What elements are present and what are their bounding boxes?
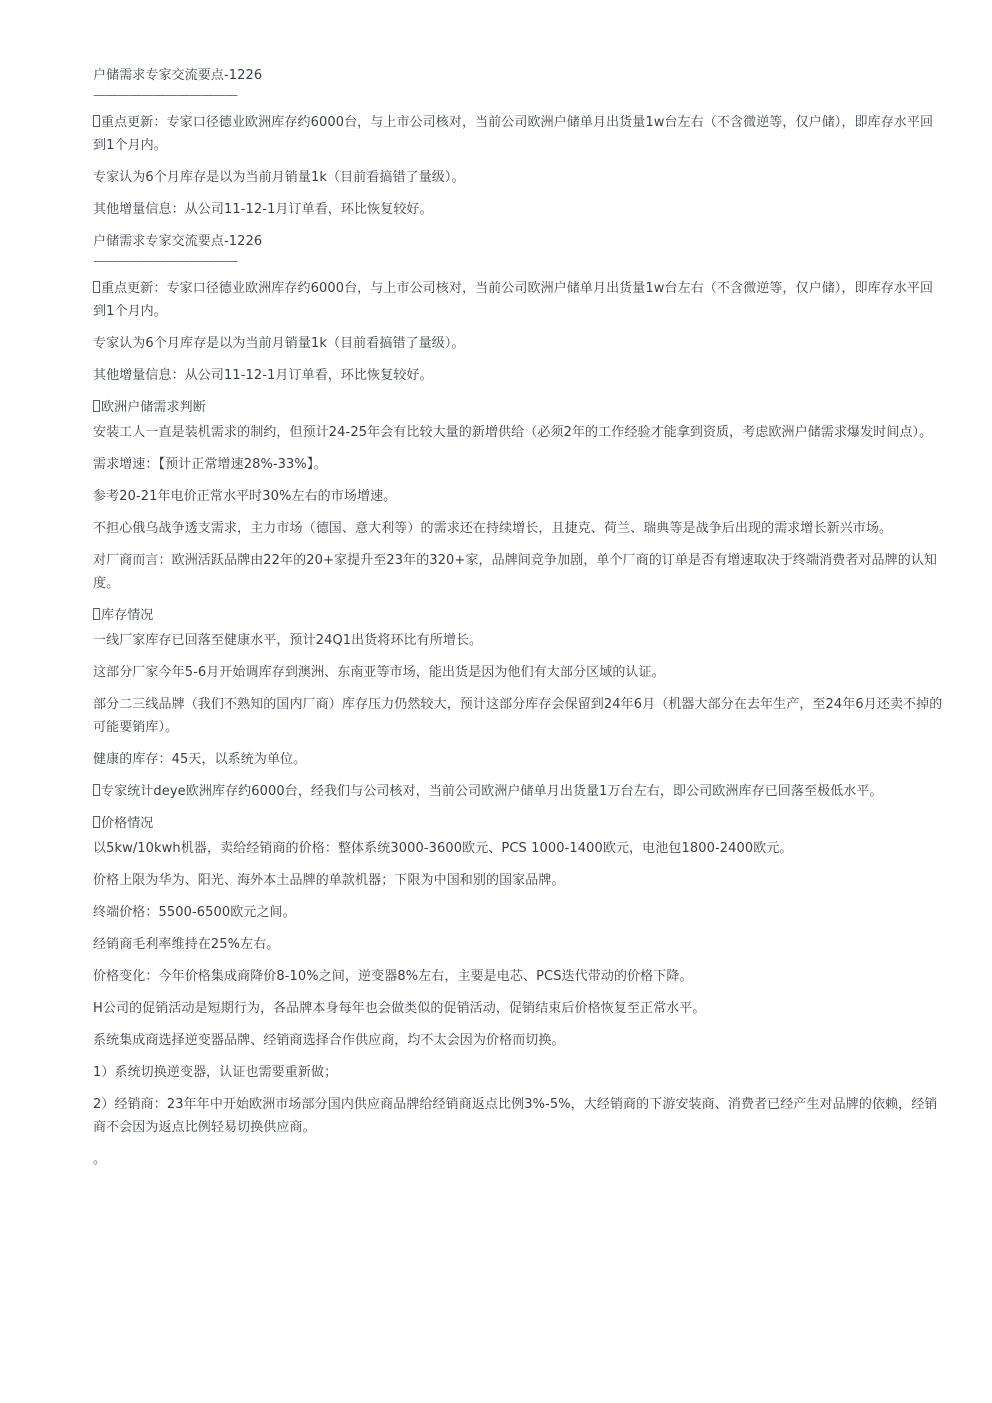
price-paragraph: 以5kw/10kwh机器，卖给经销商的价格：整体系统3000-3600欧元、PCS 1000-1400欧元，电池包1800-2400欧元。 xyxy=(93,841,793,856)
missing-glyph-icon xyxy=(93,400,100,412)
price-paragraph: 2）经销商：23年年中开始欧洲市场部分国内供应商品牌给经销商返点比例3%-5%，大经销商的下游安装商、消费者已经产生对品牌的依赖，经销商不会因为返点比例轻易切换供应商。 xyxy=(93,1097,938,1135)
expert-note: 专家认为6个月库存是以为当前月销量1k（目前看搞错了量级）。 xyxy=(93,170,465,185)
price-paragraph: 价格上限为华为、阳光、海外本土品牌的单款机器；下限为中国和别的国家品牌。 xyxy=(93,873,565,888)
end-mark: 。 xyxy=(93,1152,107,1167)
other-info: 其他增量信息：从公司11-12-1月订单看，环比恢复较好。 xyxy=(93,368,433,383)
other-info: 其他增量信息：从公司11-12-1月订单看，环比恢复较好。 xyxy=(93,202,433,217)
price-paragraph: H公司的促销活动是短期行为，各品牌本身每年也会做类似的促销活动，促销结束后价格恢复至正常水平。 xyxy=(93,1001,706,1016)
missing-glyph-icon xyxy=(93,115,100,127)
key-update-paragraph: 重点更新：专家口径德业欧洲库存约6000台，与上市公司核对，当前公司欧洲户储单月出货量1w台左右（不含微逆等，仅户储），即库存水平回到1个月内。 xyxy=(93,281,934,319)
demand-paragraph: 安装工人一直是装机需求的制约，但预计24-25年会有比较大量的新增供给（必须2年的工作经验才能拿到资质，考虑欧洲户储需求爆发时间点）。 xyxy=(93,425,933,440)
document-body xyxy=(93,64,943,1180)
doc-title: 户储需求专家交流要点-1226 xyxy=(93,68,263,83)
key-update-paragraph: 重点更新：专家口径德业欧洲库存约6000台，与上市公司核对，当前公司欧洲户储单月出货量1w台左右（不含微逆等，仅户储），即库存水平回到1个月内。 xyxy=(93,115,934,153)
inventory-paragraph: 健康的库存：45天，以系统为单位。 xyxy=(93,752,307,767)
inventory-paragraph: 一线厂家库存已回落至健康水平，预计24Q1出货将环比有所增长。 xyxy=(93,633,483,648)
section-heading-price: 价格情况 xyxy=(93,812,943,835)
inventory-paragraph: 部分二三线品牌（我们不熟知的国内厂商）库存压力仍然较大，预计这部分库存会保留到24年6月（机器大部分在去年生产，至24年6月还卖不掉的可能要销库）。 xyxy=(93,697,943,735)
separator-rule: ———————————— xyxy=(93,255,237,269)
demand-paragraph: 参考20-21年电价正常水平时30%左右的市场增速。 xyxy=(93,489,397,504)
stat-paragraph: 专家统计deye欧洲库存约6000台，经我们与公司核对，当前公司欧洲户储单月出货量1万台左右，即公司欧洲库存已回落至极低水平。 xyxy=(93,780,943,803)
missing-glyph-icon xyxy=(93,281,100,293)
price-paragraph: 价格变化：今年价格集成商降价8-10%之间，逆变器8%左右，主要是电芯、PCS迭代带动的价格下降。 xyxy=(93,969,693,984)
section-heading-inventory: 库存情况 xyxy=(93,604,943,627)
price-paragraph: 终端价格：5500-6500欧元之间。 xyxy=(93,905,296,920)
missing-glyph-icon xyxy=(93,608,100,620)
demand-paragraph: 对厂商而言：欧洲活跃品牌由22年的20+家提升至23年的320+家，品牌间竞争加剧，单个厂商的订单是否有增速取决于终端消费者对品牌的认知度。 xyxy=(93,553,938,591)
price-paragraph: 系统集成商选择逆变器品牌、经销商选择合作供应商，均不太会因为价格而切换。 xyxy=(93,1033,565,1048)
expert-note: 专家认为6个月库存是以为当前月销量1k（目前看搞错了量级）。 xyxy=(93,336,465,351)
missing-glyph-icon xyxy=(93,784,100,796)
demand-paragraph: 不担心俄乌战争透支需求，主力市场（德国、意大利等）的需求还在持续增长，且捷克、荷兰、瑞典等是战争后出现的需求增长新兴市场。 xyxy=(93,521,893,536)
separator-rule: ———————————— xyxy=(93,89,237,103)
price-paragraph: 经销商毛利率维持在25%左右。 xyxy=(93,937,280,952)
doc-title-repeat: 户储需求专家交流要点-1226 xyxy=(93,234,263,249)
demand-paragraph: 需求增速：【预计正常增速28%-33%】。 xyxy=(93,457,327,472)
section-heading-demand: 欧洲户储需求判断 xyxy=(93,396,943,419)
missing-glyph-icon xyxy=(93,816,100,828)
inventory-paragraph: 这部分厂家今年5-6月开始调库存到澳洲、东南亚等市场，能出货是因为他们有大部分区域的认证。 xyxy=(93,665,665,680)
price-paragraph: 1）系统切换逆变器，认证也需要重新做； xyxy=(93,1065,338,1080)
